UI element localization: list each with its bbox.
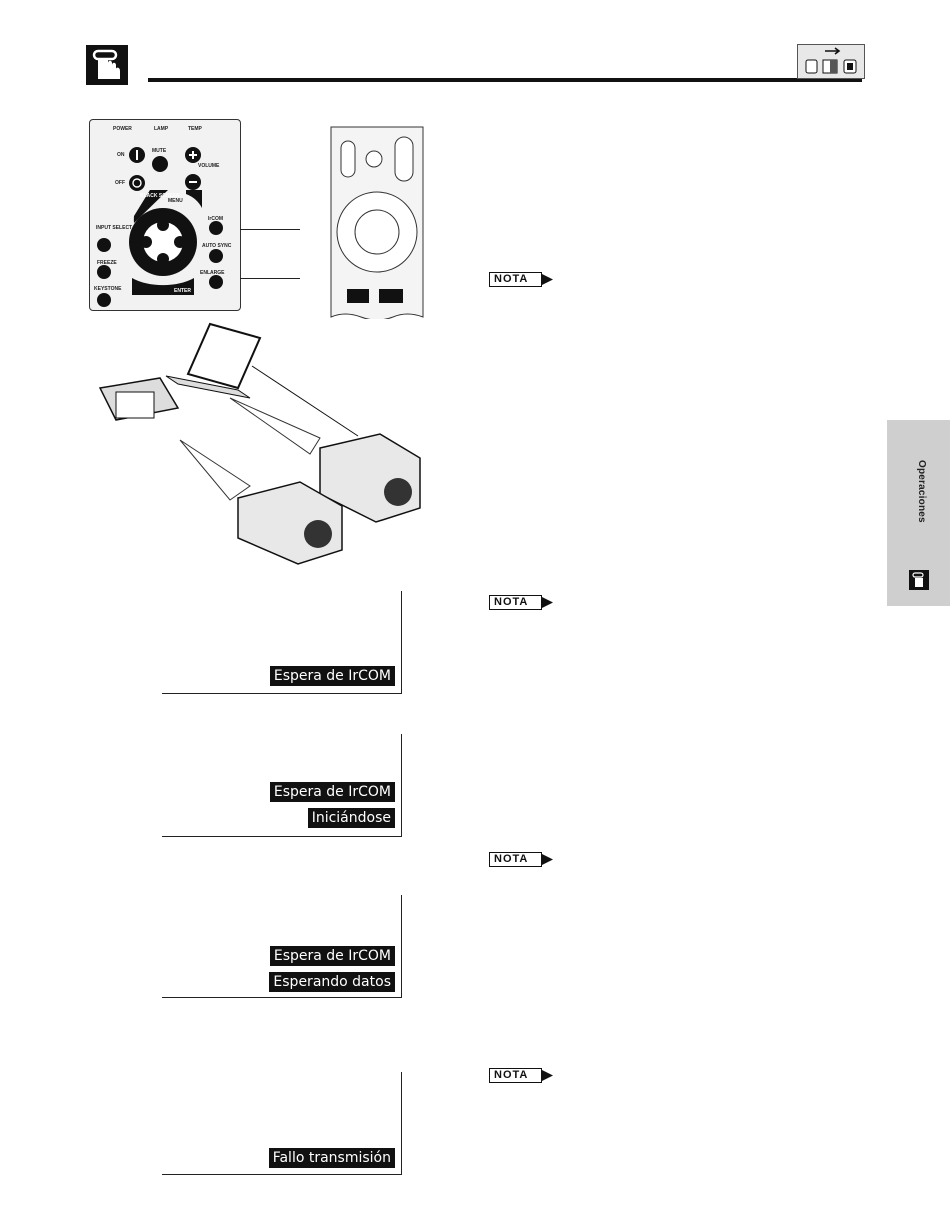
mute-label: MUTE [152,148,167,154]
nota-badge [489,272,555,287]
hand-pointer-icon [86,45,128,85]
leader-line-ircom [240,229,300,230]
header-rule [148,78,862,82]
small-remote-illustration [327,119,427,319]
nota-badge [489,1068,555,1083]
side-tab-label: Operaciones [916,460,927,523]
menu-label: MENU [168,198,183,204]
osd-screen-starting [162,734,402,837]
black-screen-label: BLACK SCREEN [140,193,180,199]
osd-message: Espera de IrCOM [270,666,395,686]
power-label: POWER [113,126,132,132]
leader-line-input [240,278,300,279]
nota-badge [489,595,555,610]
enter-label: ENTER [174,288,191,294]
nota-badge [489,852,555,867]
projector-control-panel [89,119,241,311]
volume-label: VOLUME [198,163,220,169]
keystone-label: KEYSTONE [94,286,122,292]
osd-screen-standby [162,591,402,694]
freeze-label: FREEZE [97,260,117,266]
osd-screen-failure [162,1072,402,1175]
lamp-label: LAMP [154,126,169,132]
hand-tab-icon [909,570,929,590]
mode-indicator-icon [797,44,865,79]
ircom-label: IrCOM [208,216,223,222]
nota-label: NOTA [494,273,529,285]
osd-screen-waiting-data [162,895,402,998]
ircom-devices-illustration [80,318,430,568]
section-side-tab [887,420,950,606]
nota-label: NOTA [494,1069,529,1081]
temp-label: TEMP [188,126,202,132]
enlarge-label: ENLARGE [200,270,225,276]
osd-message: Fallo transmisión [269,1148,395,1168]
nota-label: NOTA [494,596,529,608]
auto-sync-label: AUTO SYNC [202,243,232,249]
osd-message: Esperando datos [269,972,395,992]
osd-message: Espera de IrCOM [270,946,395,966]
on-label: ON [117,152,125,158]
off-label: OFF [115,180,125,186]
osd-message: Iniciándose [308,808,395,828]
osd-message: Espera de IrCOM [270,782,395,802]
nota-label: NOTA [494,853,529,865]
input-select-label: INPUT SELECT [96,225,133,231]
